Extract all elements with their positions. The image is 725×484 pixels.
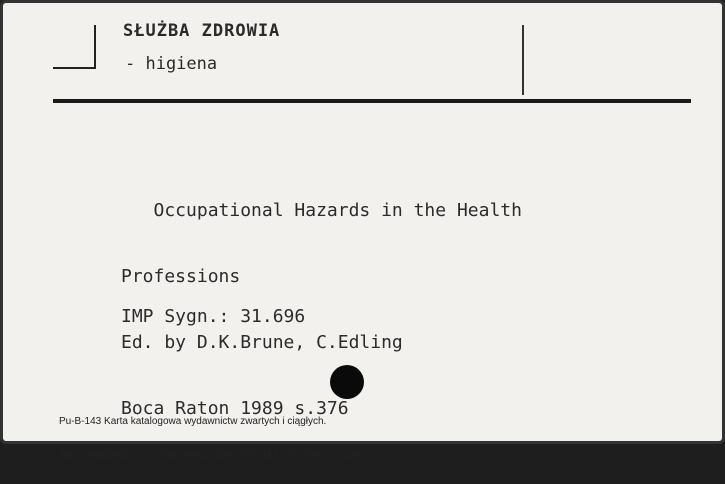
card-subheading: - higiena <box>125 54 218 74</box>
corner-mark-vertical <box>94 25 96 69</box>
punch-hole <box>330 365 364 399</box>
header-rule <box>53 99 691 103</box>
corner-mark-horizontal <box>53 67 96 69</box>
footer-line: Pu-B-143 Karta katalogowa wydawnictw zwartych i ciągłych. <box>59 416 327 427</box>
entry-line: Ed. by D.K.Brune, C.Edling <box>121 332 403 353</box>
call-number: IMP Sygn.: 31.696 <box>121 306 306 327</box>
printer-footer <box>59 394 361 484</box>
entry-line: Boca Raton 1989 s.376 <box>121 398 349 419</box>
entry-line: Occupational Hazards in the Health <box>121 200 522 221</box>
card-heading: SŁUŻBA ZDROWIA <box>123 21 281 41</box>
entry-line: Professions <box>121 266 241 287</box>
header-divider <box>522 25 524 95</box>
footer-line: Zam 698/DW/On W.Z.Graf Milicz zam 472-84 1 550.000 74 × 120 <box>59 450 361 461</box>
